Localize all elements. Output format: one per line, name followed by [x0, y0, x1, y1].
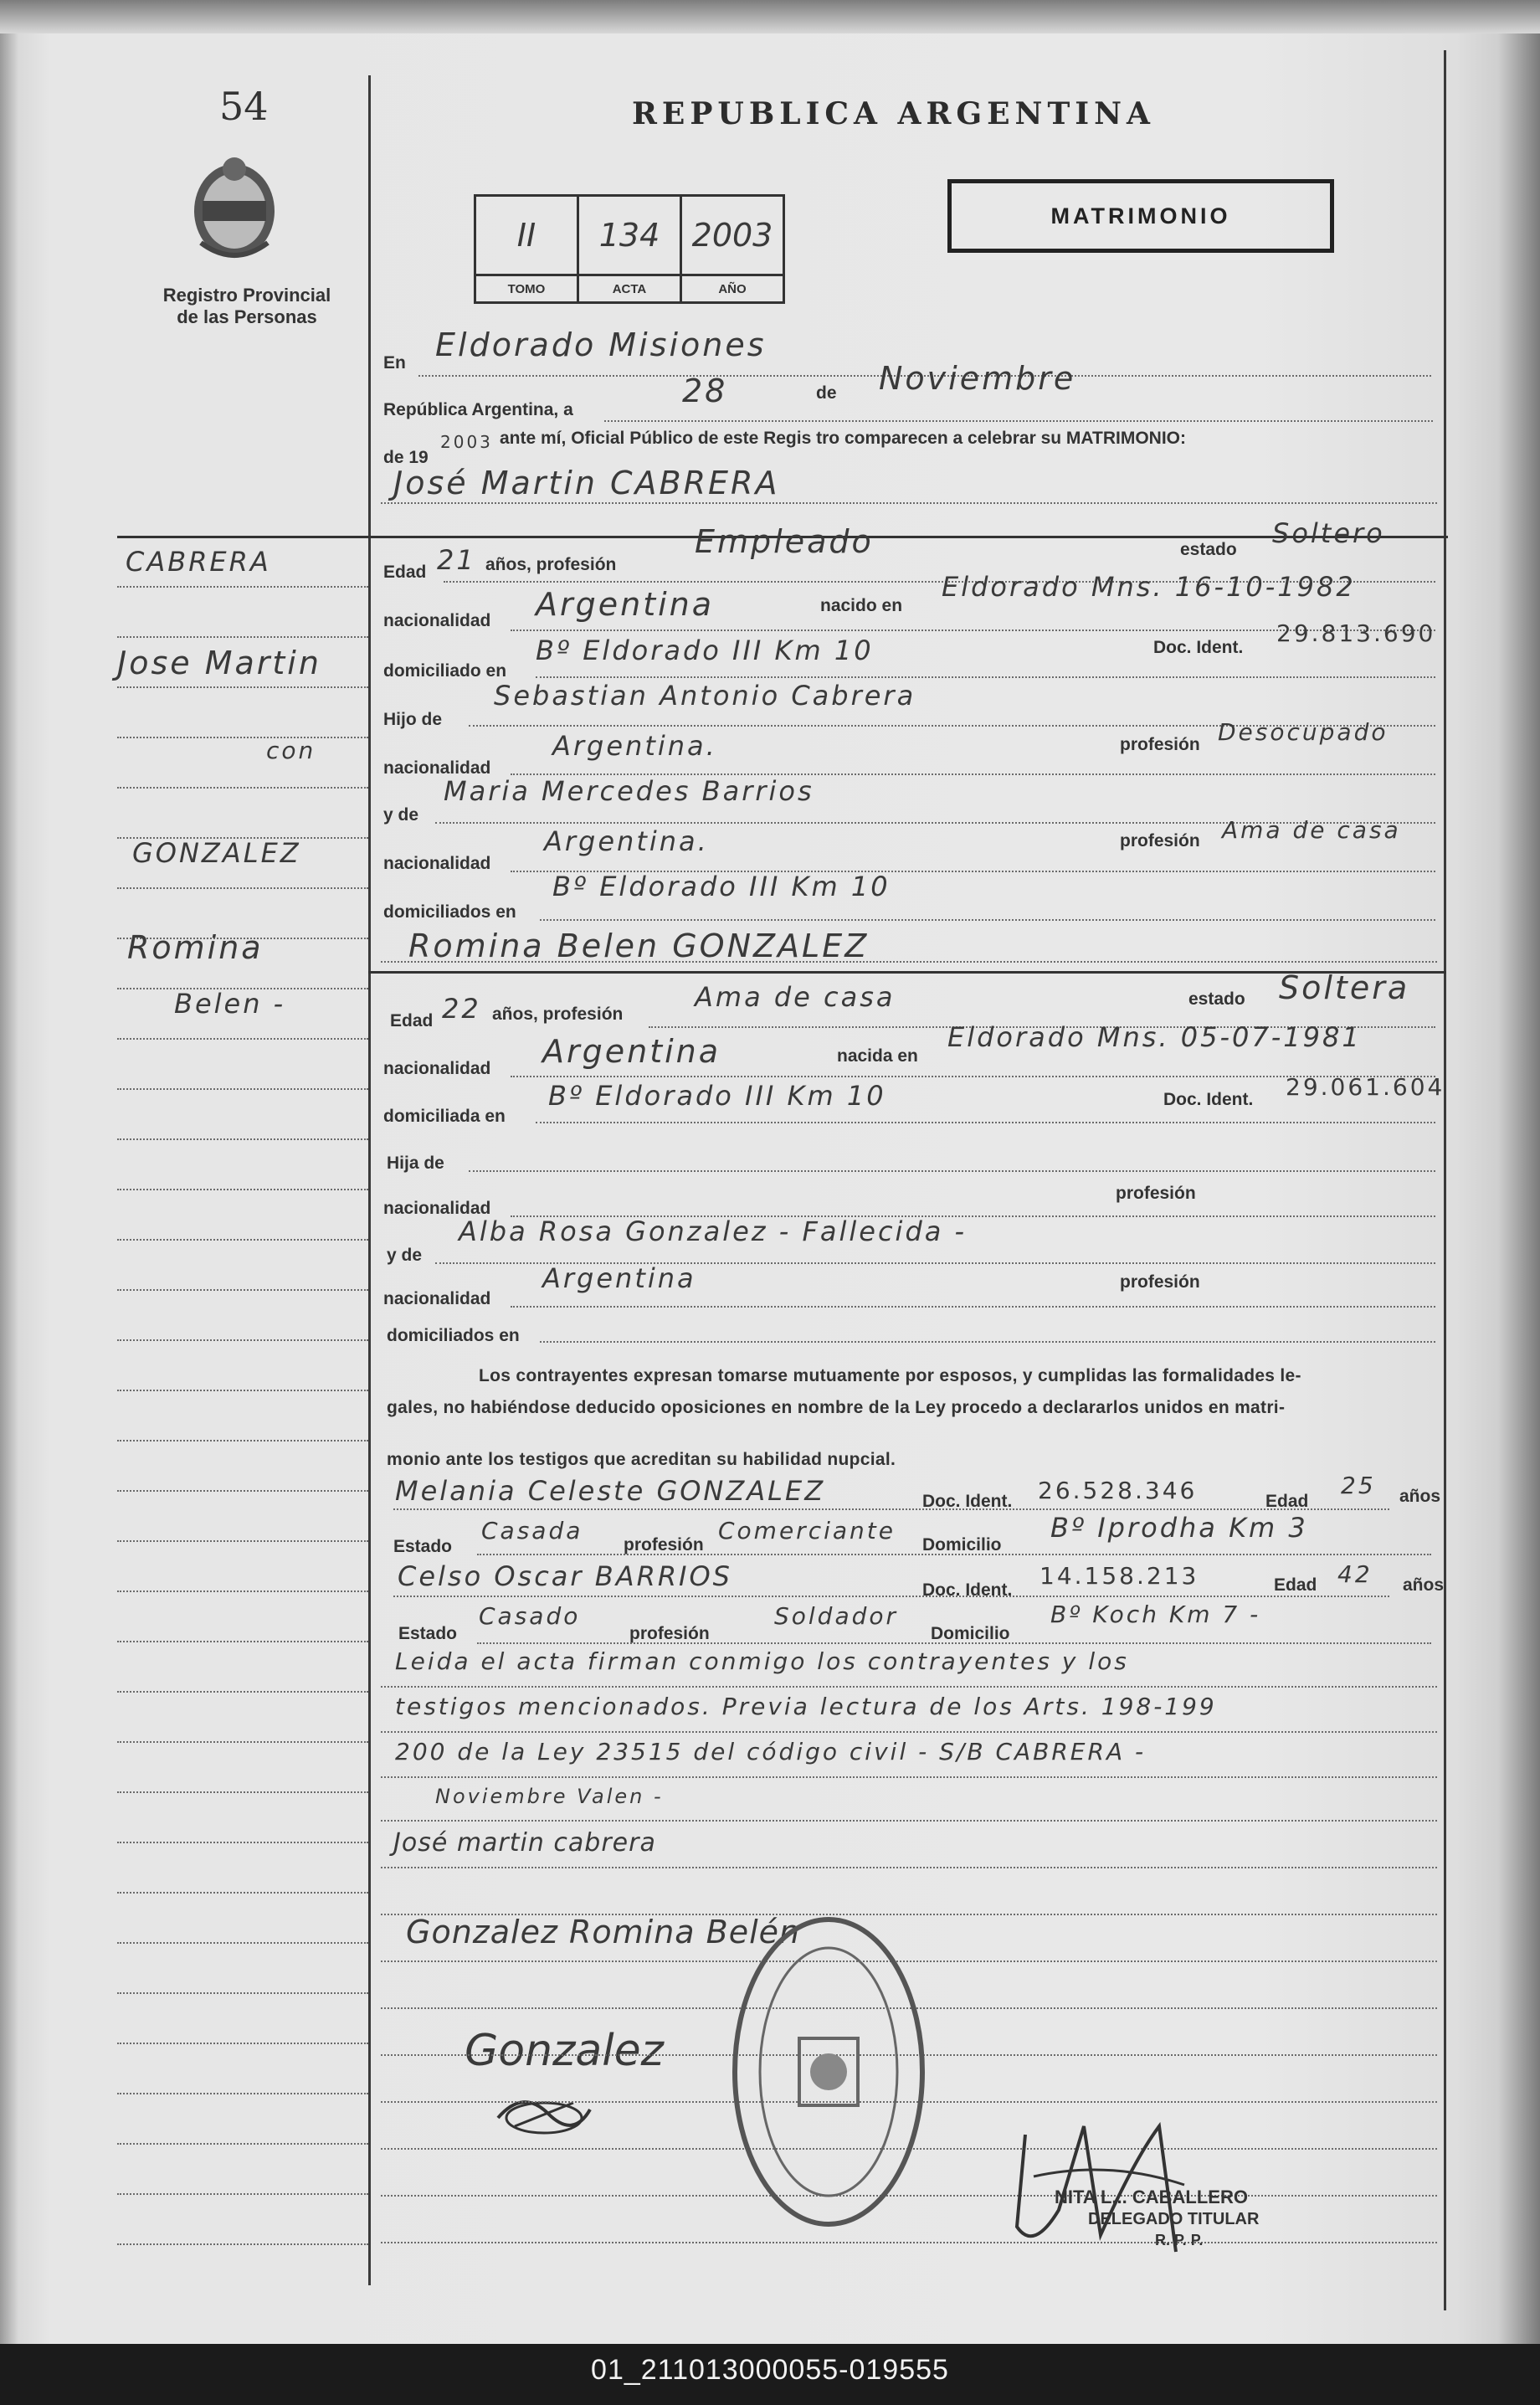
- margin-rule: [117, 1189, 368, 1190]
- label-profesion: profesión: [1120, 1272, 1200, 1292]
- margin-rule: [117, 1641, 368, 1642]
- label-en: En: [383, 353, 406, 373]
- margin-rule: [117, 1440, 368, 1441]
- margin-rule: [117, 1691, 368, 1693]
- witness2-profession: Soldador: [774, 1602, 899, 1630]
- margin-rule: [117, 2093, 368, 2094]
- registry-line-2: de las Personas: [177, 306, 317, 327]
- margin-note-surname: CABRERA: [126, 546, 271, 578]
- label-nacionalidad: nacionalidad: [383, 1059, 491, 1078]
- groom-status: Soltero: [1272, 517, 1385, 549]
- ruled-line: [381, 1867, 1437, 1868]
- margin-note-bride-second: Belen -: [174, 988, 286, 1020]
- label-nacionalidad: nacionalidad: [383, 1199, 491, 1218]
- margin-rule: [117, 636, 368, 638]
- ruled-line: [536, 676, 1435, 678]
- margin-note-bride-surname: GONZALEZ: [132, 837, 301, 869]
- label-y-de: y de: [383, 805, 419, 825]
- label-profesion: profesión: [624, 1535, 704, 1555]
- closing-line-4: Noviembre Valen -: [435, 1785, 664, 1808]
- ruled-line: [604, 420, 1433, 422]
- margin-note-bride-first: Romina: [127, 929, 264, 966]
- margin-rule: [117, 1490, 368, 1492]
- witness2-doc: 14.158.213: [1040, 1562, 1199, 1590]
- country-title: REPUBLICA ARGENTINA: [632, 96, 1155, 131]
- tomo-acta-table: [474, 194, 785, 304]
- label-de: de: [816, 383, 837, 403]
- label-nacionalidad: nacionalidad: [383, 611, 491, 630]
- margin-rule: [117, 2043, 368, 2044]
- margin-rule: [117, 887, 368, 889]
- page-number: 54: [219, 84, 269, 129]
- year-value: 2003: [440, 432, 493, 452]
- margin-rule: [117, 586, 368, 588]
- witness1-name: Melania Celeste GONZALEZ: [395, 1475, 826, 1507]
- footer-id: 01_211013000055-019555: [591, 2354, 949, 2386]
- coat-of-arms-icon: [184, 151, 285, 268]
- officer-stamp-org: R. P. P.: [1155, 2232, 1204, 2248]
- ano-value: 2003: [681, 196, 784, 275]
- label-nacido-en: nacido en: [820, 596, 903, 615]
- label-de-year: de 19: [383, 448, 429, 467]
- label-edad: Edad: [390, 1011, 434, 1030]
- witness2-age: 42: [1337, 1560, 1373, 1588]
- witness2-name: Celso Oscar BARRIOS: [398, 1560, 732, 1592]
- ruled-line: [393, 1596, 1389, 1597]
- place-value: Eldorado Misiones: [435, 326, 767, 363]
- margin-rule: [117, 1339, 368, 1341]
- label-nacionalidad: nacionalidad: [383, 758, 491, 778]
- label-edad: Edad: [1265, 1492, 1309, 1511]
- label-doc-ident: Doc. Ident.: [922, 1492, 1013, 1511]
- margin-rule: [117, 737, 368, 738]
- bride-profession: Ama de casa: [695, 981, 896, 1013]
- label-domiciliado-en: domiciliado en: [383, 661, 507, 681]
- witness1-status: Casada: [481, 1517, 583, 1544]
- signature-flourish-icon: [490, 2084, 598, 2143]
- ano-label: AÑO: [681, 275, 784, 303]
- label-estado-w2: Estado: [398, 1624, 458, 1643]
- label-domiciliados-en: domiciliados en: [387, 1326, 520, 1345]
- margin-note-groom-name: Jose Martin: [117, 645, 321, 681]
- label-estado: estado: [1188, 989, 1245, 1009]
- label-domicilio: Domicilio: [922, 1535, 1002, 1555]
- label-y-de: y de: [387, 1246, 423, 1265]
- groom-profession: Empleado: [695, 523, 874, 560]
- ruled-line: [381, 502, 1437, 504]
- groom-mother-profession: Ama de casa: [1222, 816, 1401, 844]
- groom-parents-address: Bº Eldorado III Km 10: [552, 871, 891, 902]
- groom-mother: Maria Mercedes Barrios: [444, 775, 814, 807]
- label-edad: Edad: [1274, 1575, 1317, 1595]
- acta-value: 134: [578, 196, 681, 275]
- closing-line-3: 200 de la Ley 23515 del código civil - S/B CABRERA -: [395, 1738, 1147, 1765]
- tomo-value: II: [475, 196, 578, 275]
- ruled-line: [540, 919, 1435, 921]
- margin-divider: [368, 75, 371, 2285]
- margin-rule: [117, 1590, 368, 1592]
- witness2-address: Bº Koch Km 7 -: [1050, 1601, 1261, 1628]
- label-hija-de: Hija de: [387, 1154, 444, 1173]
- right-border: [1444, 50, 1446, 2310]
- margin-rule: [117, 1239, 368, 1241]
- groom-age: 21: [437, 544, 476, 576]
- tomo-label: TOMO: [475, 275, 578, 303]
- record-type-box: MATRIMONIO: [947, 179, 1334, 253]
- witness1-profession: Comerciante: [718, 1517, 896, 1544]
- label-profesion: profesión: [1120, 735, 1200, 754]
- margin-rule: [117, 1289, 368, 1291]
- label-ante-mi: ante mí, Oficial Público de este Regis tro comparecen a celebrar su MATRIMONIO:: [500, 429, 1186, 448]
- ruled-line: [381, 1820, 1437, 1822]
- label-profesion: profesión: [1120, 831, 1200, 850]
- margin-rule: [117, 787, 368, 789]
- label-republica-a: República Argentina, a: [383, 400, 573, 419]
- registry-name: [142, 285, 352, 328]
- witness1-address: Bº Iprodha Km 3: [1050, 1512, 1308, 1544]
- formal-text-line-3: monio ante los testigos que acreditan su habilidad nupcial.: [387, 1450, 896, 1469]
- ruled-line: [540, 1341, 1435, 1343]
- label-anos-profesion: años, profesión: [492, 1005, 624, 1024]
- label-nacionalidad: nacionalidad: [383, 1289, 491, 1308]
- label-domiciliados-en: domiciliados en: [383, 902, 516, 922]
- bride-age: 22: [442, 993, 481, 1025]
- margin-rule: [117, 1942, 368, 1944]
- bride-doc: 29.061.604: [1286, 1073, 1445, 1101]
- groom-born: Eldorado Mns. 16-10-1982: [942, 571, 1356, 603]
- label-anos-profesion: años, profesión: [485, 555, 617, 574]
- label-nacionalidad: nacionalidad: [383, 854, 491, 873]
- formal-text-line-1: Los contrayentes expresan tomarse mutuamente por esposos, y cumplidas las formalidades le-: [479, 1366, 1301, 1385]
- ruled-line: [381, 2242, 1437, 2243]
- groom-signature: José martin cabrera: [393, 1828, 656, 1858]
- margin-rule: [117, 1992, 368, 1994]
- groom-name-header: José Martin CABRERA: [393, 465, 780, 501]
- label-doc-ident: Doc. Ident.: [1163, 1090, 1254, 1109]
- ruled-line: [477, 1642, 1431, 1644]
- bride-signature: Gonzalez Romina Belén: [406, 1914, 801, 1950]
- groom-mother-nationality: Argentina.: [544, 825, 709, 857]
- label-anos: años: [1403, 1575, 1445, 1595]
- label-anos: años: [1399, 1487, 1441, 1506]
- margin-rule: [117, 2243, 368, 2245]
- margin-rule: [117, 686, 368, 688]
- ruled-line: [393, 1508, 1389, 1510]
- label-profesion: profesión: [629, 1624, 710, 1643]
- groom-father-nationality: Argentina.: [552, 730, 717, 762]
- witness2-status: Casado: [479, 1602, 581, 1630]
- label-hijo-de: Hijo de: [383, 710, 443, 729]
- ruled-line: [381, 1686, 1437, 1688]
- bride-name-header: Romina Belen GONZALEZ: [408, 928, 870, 964]
- margin-rule: [117, 1088, 368, 1090]
- margin-rule: [117, 1138, 368, 1140]
- groom-doc: 29.813.690: [1276, 619, 1436, 647]
- ruled-line: [469, 1170, 1435, 1172]
- margin-note-con: con: [266, 737, 316, 764]
- margin-rule: [117, 1390, 368, 1391]
- margin-rule: [117, 1892, 368, 1894]
- margin-rule: [117, 2143, 368, 2145]
- label-domiciliada-en: domiciliada en: [383, 1107, 506, 1126]
- official-seal-icon: [728, 1913, 929, 2231]
- ruled-line: [381, 961, 1437, 963]
- label-edad: Edad: [383, 563, 427, 582]
- registry-line-1: Registro Provincial: [162, 285, 331, 306]
- margin-rule: [117, 1540, 368, 1542]
- closing-line-1: Leida el acta firman conmigo los contrayentes y los: [395, 1647, 1129, 1675]
- witness1-doc: 26.528.346: [1038, 1477, 1198, 1504]
- label-profesion: profesión: [1116, 1184, 1196, 1203]
- ruled-line: [536, 1122, 1435, 1123]
- bride-born: Eldorado Mns. 05-07-1981: [947, 1021, 1362, 1053]
- margin-rule: [117, 2193, 368, 2195]
- officer-stamp-title: DELEGADO TITULAR: [1088, 2210, 1260, 2228]
- bride-status: Soltera: [1279, 969, 1410, 1006]
- label-nacida-en: nacida en: [837, 1046, 918, 1066]
- formal-text-line-2: gales, no habiéndose deducido oposiciones en nombre de la Ley procedo a declararlos unidos en matri-: [387, 1398, 1286, 1417]
- witness-signature: Gonzalez: [465, 2026, 664, 2076]
- label-domicilio: Domicilio: [931, 1624, 1010, 1643]
- witness1-age: 25: [1341, 1472, 1376, 1499]
- bride-address: Bº Eldorado III Km 10: [548, 1080, 886, 1112]
- label-doc-ident: Doc. Ident.: [1153, 638, 1244, 657]
- closing-line-2: testigos mencionados. Previa lectura de los Arts. 198-199: [395, 1693, 1217, 1720]
- groom-nationality: Argentina: [536, 586, 715, 623]
- groom-father: Sebastian Antonio Cabrera: [494, 680, 916, 712]
- bride-nationality: Argentina: [542, 1033, 721, 1070]
- bride-mother-nationality: Argentina: [542, 1262, 696, 1294]
- label-estado-w1: Estado: [393, 1537, 453, 1556]
- ruled-line: [381, 1776, 1437, 1778]
- margin-rule: [117, 1842, 368, 1843]
- acta-label: ACTA: [578, 275, 681, 303]
- ruled-line: [381, 1731, 1437, 1733]
- groom-address: Bº Eldorado III Km 10: [536, 635, 874, 666]
- bride-mother: Alba Rosa Gonzalez - Fallecida -: [459, 1215, 968, 1247]
- day-value: 28: [682, 373, 728, 409]
- groom-father-profession: Desocupado: [1218, 718, 1389, 746]
- margin-rule: [117, 1038, 368, 1040]
- label-estado: estado: [1180, 540, 1237, 559]
- ruled-line: [477, 1554, 1431, 1555]
- margin-rule: [117, 1741, 368, 1743]
- margin-rule: [117, 1791, 368, 1793]
- label-doc-ident: Doc. Ident.: [922, 1580, 1013, 1600]
- ruled-line: [511, 1306, 1435, 1308]
- page-edge-shadow: [0, 0, 1540, 33]
- officer-stamp-name: NITA L... CABALLERO: [1055, 2187, 1248, 2207]
- month-value: Noviembre: [879, 360, 1076, 397]
